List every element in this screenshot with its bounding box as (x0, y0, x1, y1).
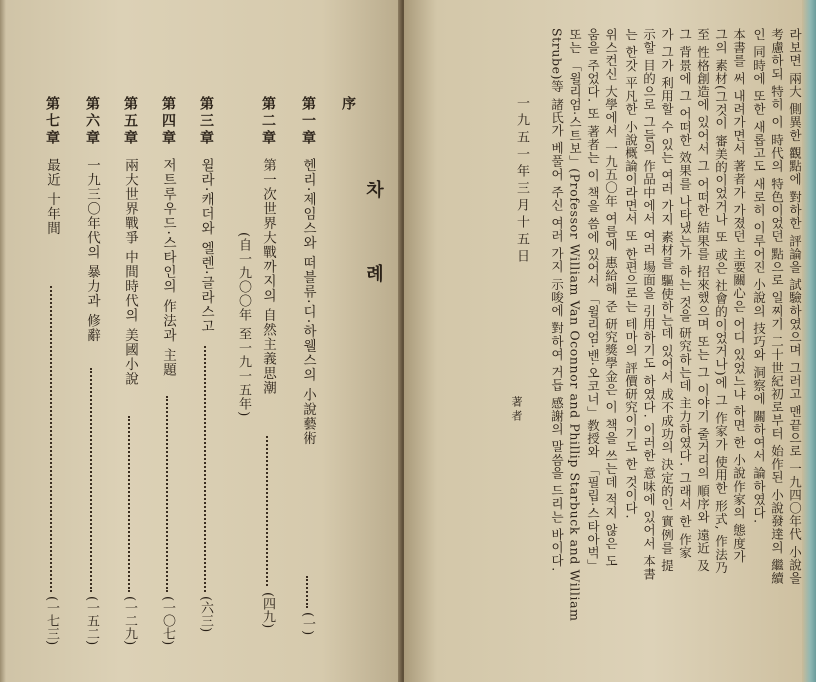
toc-leader-dots (306, 576, 308, 608)
toc-page (0, 0, 402, 682)
toc-page-number: (四九) (260, 592, 275, 629)
toc-chapter-title: 第一次世界大戰까지의 自然主義思潮 (260, 158, 276, 396)
preface-line: 위스컨신 大學에서 一九五〇年 여름에 惠給해 준 研究獎學金은 이 책을 쓰는데 적지 않은 도 (603, 28, 619, 568)
preface-line: 또는 「윌리엄·스트보」(Professor William Van Oconnor and Phillip Starbuck and William (567, 28, 583, 622)
preface-line: 그 背景에 그 어떠한 效果를 나타냈는가 하는 것을 研究하는데 主力하였다. 그래서 한 作家 (677, 28, 693, 560)
toc-chapter-label: 第三章 (198, 96, 214, 147)
toc-preface-label: 序 (340, 96, 356, 110)
preface-line: 本書를 써 내려가면서 著者가 가졌던 主要關心은 어디 있었느냐 하면 한 小說作家의 態度가 (731, 28, 747, 564)
toc-chapter-title: 一九三〇年代의 暴力과 修辭 (84, 158, 100, 343)
toc-entry-chapter-2[interactable] (258, 96, 278, 656)
toc-entry-chapter-1[interactable] (298, 96, 318, 656)
toc-chapter-title: 저트루우드·스타인의 作法과 主題 (160, 158, 176, 377)
toc-chapter-title: 兩大世界戰爭 中間時代의 美國小說 (122, 158, 138, 387)
toc-chapter-label: 第六章 (84, 96, 100, 147)
toc-chapter-label: 第五章 (122, 96, 138, 147)
toc-page-number: (一二九) (122, 596, 137, 646)
preface-line: 示할 目的으로 그들의 作品中에서 여러 場面을 引用하기도 하였다. 이러한 意味에 있어서 本書 (641, 28, 657, 581)
preface-line: 움을 주었다. 또 著者는 이 책을 씀에 있어서 「윌리엄·밴·오코너」教授와 「필립·스타아벅」 (585, 28, 601, 573)
toc-leader-dots (50, 286, 52, 592)
toc-leader-dots (90, 368, 92, 592)
toc-entry-chapter-5[interactable] (120, 96, 140, 656)
toc-chapter-label: 第七章 (44, 96, 60, 147)
preface-line: Strube)等 諸氏가 베풀어 주신 여러 가지 示唆에 對하여 거듭 感謝의 말씀을 드리는 바이다. (549, 28, 565, 572)
page-edge (0, 0, 6, 682)
preface-date: 一九五一年三月十五日 (514, 96, 529, 266)
preface-line: 가 그가 利用할 수 있는 여러 가지 素材를 驅使하는데 있어서 成不成功의 決定的인 實例를 提 (659, 28, 675, 573)
toc-entry-chapter-3[interactable] (196, 96, 216, 656)
toc-chapter-title: 헨리·제임스와 떠블류·디·하웰스의 小說藝術 (300, 158, 316, 446)
toc-chapter-label: 第二章 (260, 96, 276, 147)
toc-leader-dots (128, 416, 130, 592)
toc-page-number: (一〇七) (160, 596, 175, 646)
toc-leader-dots (166, 396, 168, 592)
preface-line: 라보면 兩大 側異한 觀點에 對하한 評論을 試驗하였으며 그러고 맨끝으로 一九四〇年代 小說을 (787, 28, 803, 585)
toc-chapter-label: 第一章 (300, 96, 316, 147)
toc-page-number: (一七三) (44, 596, 59, 646)
toc-leader-dots (266, 436, 268, 586)
toc-entry-chapter-7[interactable] (42, 96, 62, 656)
preface-line: 는 한갓 平凡한 小說概論이라면서 또 한편으로는 테마의 評價研究이기도 한 것이다. (623, 28, 639, 520)
toc-heading: 차 례 (363, 180, 384, 313)
toc-chapter-subtitle: (自一九〇〇年 至一九一五年) (236, 232, 251, 418)
page-edge (802, 0, 816, 682)
preface-line: 그의 素材(그것이 審美的이었거나 또 或은 社會的이었거나)에 그 作家가 使用한 形式, 作法乃 (713, 28, 729, 574)
toc-chapter-label: 第四章 (160, 96, 176, 147)
toc-page-number: (一) (300, 612, 315, 636)
toc-entry-chapter-4[interactable] (158, 96, 178, 656)
preface-line: 인 同時에 또한 새롭고도 새로히 이루어진 小說의 技巧와 洞察에 關하여서 論하였다. (751, 28, 767, 524)
toc-page-number: (一五二) (84, 596, 99, 646)
preface-line: 考慮하되 特히 이 時代의 特色이었던 點으로 일찌기 二十世紀初로부터 始作된 小說發達의 繼續 (769, 28, 785, 585)
toc-chapter-title: 윌라·캐더와 엘렌·글라스고 (198, 158, 214, 334)
preface-line: 至 性格創造에 있어서 그 어떠한 結果를 招來했으며 또는 그 이야기 줄거리의 順序와 遠近 及 (695, 28, 711, 573)
toc-leader-dots (204, 346, 206, 592)
toc-chapter-title: 最近 十年間 (44, 158, 60, 236)
toc-entry-chapter-6[interactable] (82, 96, 102, 656)
preface-author: 著者 (510, 396, 523, 424)
preface-page (404, 0, 816, 682)
toc-page-number: (六三) (198, 596, 213, 633)
